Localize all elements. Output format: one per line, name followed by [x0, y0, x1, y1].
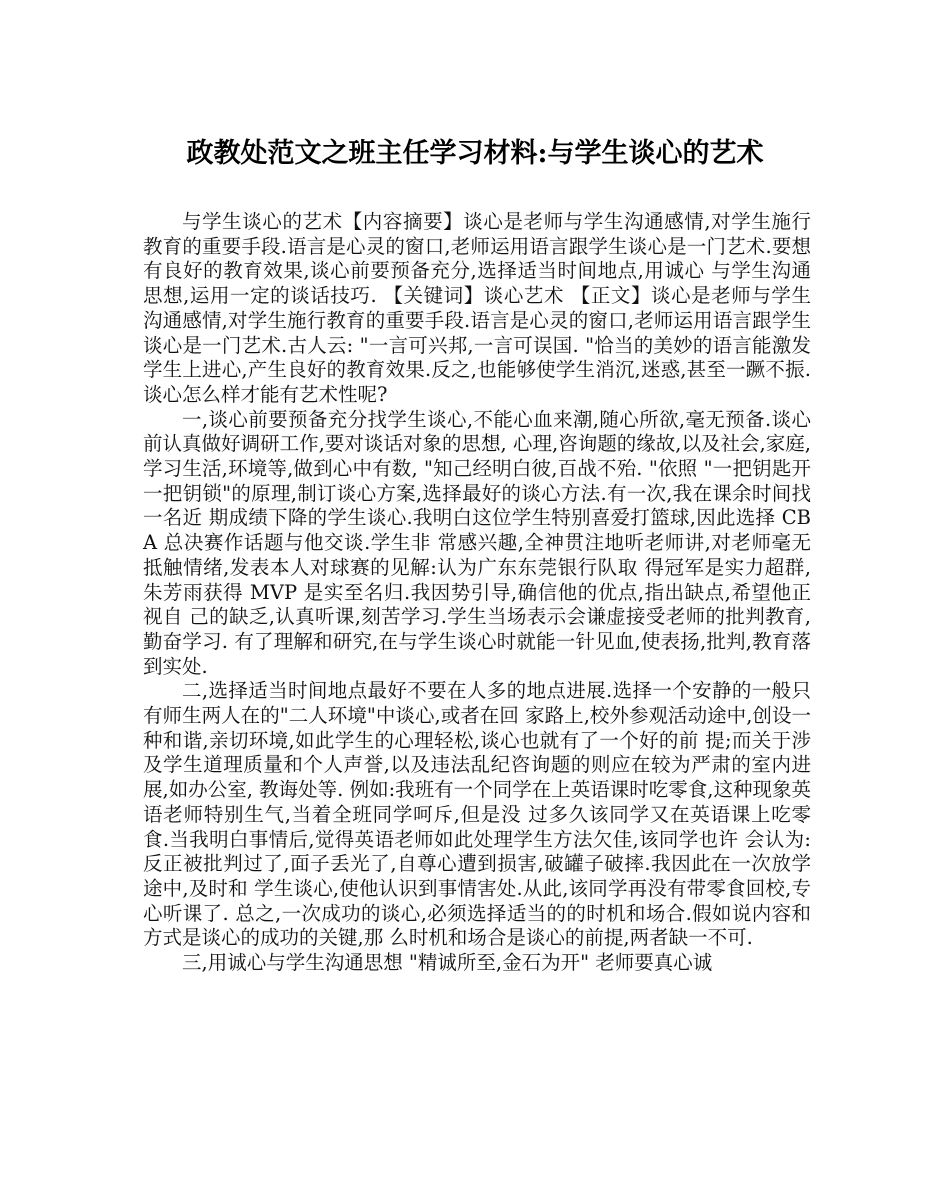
document-body	[143, 210, 811, 976]
paragraph-abstract: 与学生谈心的艺术【内容摘要】谈心是老师与学生沟通感情,对学生施行教育的重要手段.语言是心灵的窗口,老师运用语言跟学生谈心是一门艺术.要想有良好的教育效果,谈心前要预备充分,选择适当时间地点,用诚心 与学生沟通思想,运用一定的谈话技巧. 【关键词】谈心艺术 【正文】谈心是老师与学生沟通感情,对学生施行教育的重要手段.语言是心灵的窗口,老师运用语言跟学生谈心是一门艺术.古人云: "一言可兴邦,一言可误国. "恰当的美妙的语言能激发学生上进心,产生良好的教育效果.反之,也能够使学生消沉,迷惑,甚至一蹶不振.谈心怎么样才能有艺术性呢?	[143, 210, 811, 406]
paragraph-section-1: 一,谈心前要预备充分找学生谈心,不能心血来潮,随心所欲,毫无预备.谈心前认真做好调研工作,要对谈话对象的思想, 心理,咨询题的缘故,以及社会,家庭,学习生活,环境等,做到心中有数, "知己经明白彼,百战不殆. "依照 "一把钥匙开一把钥锁"的原理,制订谈心方案,选择最好的谈心方法.有一次,我在课余时间找一名近 期成绩下降的学生谈心.我明白这位学生特别喜爱打篮球,因此选择 CBA 总决赛作话题与他交谈.学生非 常感兴趣,全神贯注地听老师讲,对老师毫无抵触情绪,发表本人对球赛的见解:认为广东东莞银行队取 得冠军是实力超群,朱芳雨获得 MVP 是实至名归.我因势引导,确信他的优点,指出缺点,希望他正视自 己的缺乏,认真听课,刻苦学习.学生当场表示会谦虚接受老师的批判教育,勤奋学习. 有了理解和研究,在与学生谈心时就能一针见血,使表扬,批判,教育落到实处.	[143, 407, 811, 678]
paragraph-section-2: 二,选择适当时间地点最好不要在人多的地点进展.选择一个安静的一般只有师生两人在的"二人环境"中谈心,或者在回 家路上,校外参观活动途中,创设一种和谐,亲切环境,如此学生的心理轻松,谈心也就有了一个好的前 提;而关于涉及学生道理质量和个人声誉,以及违法乱纪咨询题的则应在较为严肃的室内进展,如办公室, 教诲处等. 例如:我班有一个同学在上英语课时吃零食,这种现象英语老师特别生气,当着全班同学呵斥,但是没 过多久该同学又在英语课上吃零食.当我明白事情后,觉得英语老师如此处理学生方法欠佳,该同学也许 会认为:反正被批判过了,面子丢光了,自尊心遭到损害,破罐子破摔.我因此在一次放学途中,及时和 学生谈心,使他认识到事情害处.从此,该同学再没有带零食回校,专心听课了. 总之,一次成功的谈心,必须选择适当的的时机和场合.假如说内容和方式是谈心的成功的关键,那 么时机和场合是谈心的前提,两者缺一不可.	[143, 679, 811, 950]
document-title: 政教处范文之班主任学习材料:与学生谈心的艺术	[186, 138, 764, 169]
paragraph-section-3: 三,用诚心与学生沟通思想 "精诚所至,金石为开" 老师要真心诚	[182, 951, 713, 975]
